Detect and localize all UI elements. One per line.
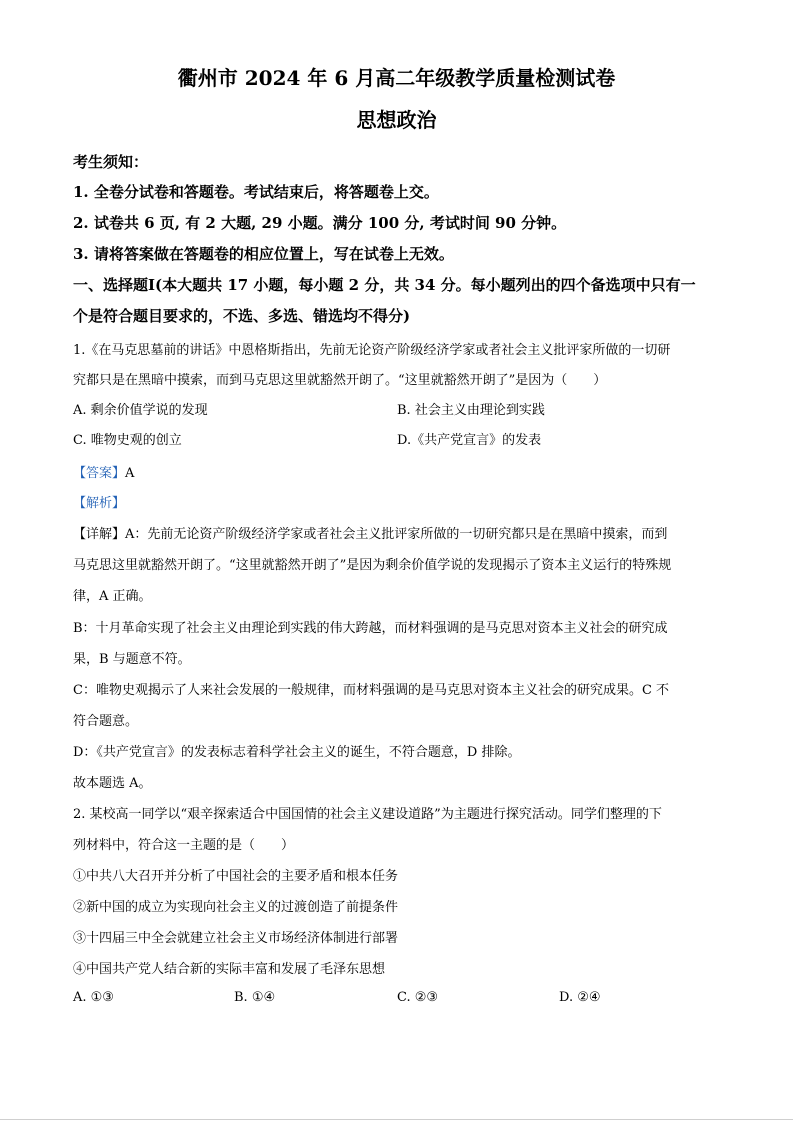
q1-option-d: D.《共产党宣言》的发表 [397,433,542,448]
answer-label: 【答案】 [73,466,126,481]
q1-detail-line2: 马克思这里就豁然开朗了。“这里就豁然开朗了”是因为剩余价值学说的发现揭示了资本主义运行的特殊规 [73,558,672,573]
section-heading-line1: 一、选择题Ⅰ(本大题共 17 小题，每小题 2 分，共 34 分。每小题列出的四个备选项中只有一 [73,276,696,294]
detail-text-1: A：先前无论资产阶级经济学家或者社会主义批评家所做的一切研究都只是在黑暗中摸索，而到 [125,527,668,542]
notice-heading: 考生须知： [73,153,149,171]
q1-answer [73,462,134,481]
q1-b-explain-line1: B：十月革命实现了社会主义由理论到实践的伟大跨越，而材料强调的是马克思对资本主义社会的研究成 [73,621,668,636]
q2-option-b: B. ①④ [234,990,276,1005]
q2-option-d: D. ②④ [559,990,601,1005]
q1-stem-line2: 究都只是在黑暗中摸索，而到马克思这里就豁然开朗了。“这里就豁然开朗了”是因为（ ） [73,373,607,388]
q2-item-4: ④中国共产党人结合新的实际丰富和发展了毛泽东思想 [73,962,386,977]
exam-subject: 思想政治 [356,108,437,132]
page-bottom-divider [0,1119,793,1120]
q2-option-c: C. ②③ [397,990,439,1005]
q1-c-explain-line2: 符合题意。 [73,714,139,729]
notice-item-2: 2. 试卷共 6 页, 有 2 大题, 29 小题。满分 100 分, 考试时间 90 分钟。 [73,214,567,232]
q1-option-b: B. 社会主义由理论到实践 [397,403,545,418]
notice-item-3: 3. 请将答案做在答题卷的相应位置上，写在试卷上无效。 [73,245,454,263]
exam-title: 衢州市 2024 年 6 月高二年级教学质量检测试卷 [177,66,616,90]
q1-detail-line3: 律，A 正确。 [73,589,152,604]
q1-option-c: C. 唯物史观的创立 [73,433,182,448]
q1-b-explain-line2: 果，B 与题意不符。 [73,652,191,667]
q2-item-1: ①中共八大召开并分析了中国社会的主要矛盾和根本任务 [73,869,399,884]
section-heading-line2: 个是符合题目要求的，不选、多选、错选均不得分) [73,307,411,325]
detail-label: 【详解】 [73,527,126,542]
q2-stem-line1: 2. 某校高一同学以“艰辛探索适合中国国情的社会主义建设道路”为主题进行探究活动。同学们整理的下 [73,807,662,822]
q2-item-2: ②新中国的成立为实现向社会主义的过渡创造了前提条件 [73,900,399,915]
q1-detail-line1 [73,523,667,542]
q2-item-3: ③十四届三中全会就建立社会主义市场经济体制进行部署 [73,931,399,946]
q1-option-a: A. 剩余价值学说的发现 [73,403,208,418]
q1-c-explain-line1: C：唯物史观揭示了人来社会发展的一般规律，而材料强调的是马克思对资本主义社会的研究成果。C 不 [73,683,670,698]
q1-conclusion: 故本题选 A。 [73,776,152,791]
q1-d-explain: D：《共产党宣言》的发表标志着科学社会主义的诞生，不符合题意，D 排除。 [73,745,521,760]
q2-option-a: A. ①③ [73,990,114,1005]
analysis-label: 【解析】 [73,496,126,511]
answer-value: A [125,466,135,481]
q2-stem-line2: 列材料中，符合这一主题的是（ ） [73,838,295,853]
notice-item-1: 1. 全卷分试卷和答题卷。考试结束后，将答题卷上交。 [73,183,439,201]
q1-stem-line1: 1.《在马克思墓前的讲话》中恩格斯指出，先前无论资产阶级经济学家或者社会主义批评家所做的一切研 [73,343,671,358]
